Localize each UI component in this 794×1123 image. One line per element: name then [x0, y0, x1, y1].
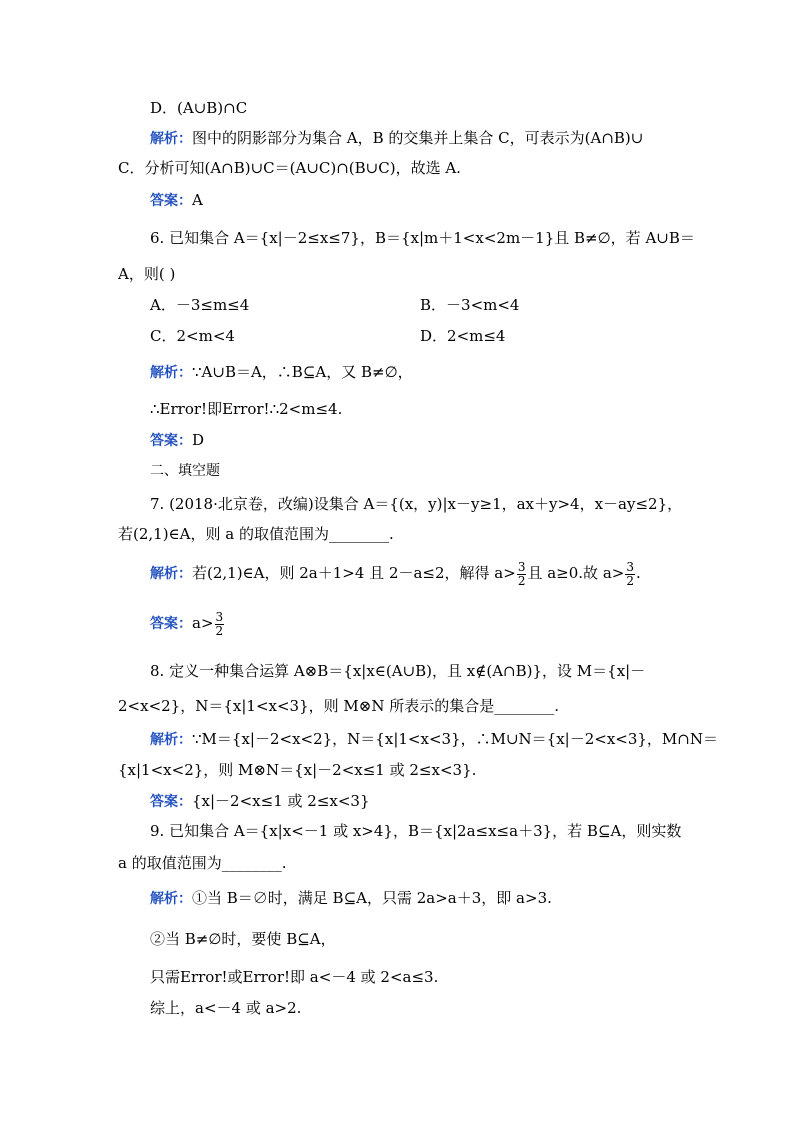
question-6-cont — [118, 264, 175, 284]
answer-label: 答案： — [150, 616, 192, 632]
fraction-denominator: 2 — [517, 573, 526, 588]
analysis-text: ①当 B＝∅时，满足 B⊆A，只需 2a>a＋3，即 a>3. — [192, 889, 552, 907]
question-text: 6. 已知集合 A＝{x|－2≤x≤7}，B＝{x|m＋1<x<2m－1}且 B≠∅，若 A∪B＝ — [150, 229, 695, 247]
analysis-8-cont — [118, 760, 476, 780]
fraction-denominator: 2 — [215, 623, 224, 638]
analysis-text: 若(2,1)∈A，则 2a＋1>4 且 2－a≤2，解得 a> — [192, 564, 516, 582]
option-a: A．－3≤m≤4 — [150, 296, 250, 314]
analysis-label: 解析： — [150, 365, 192, 381]
analysis-text: ∵M＝{x|－2<x<2}，N＝{x|1<x<3}，∴M∪N＝{x|－2<x<3}，M∩N＝ — [192, 730, 718, 748]
analysis-6-cont — [150, 399, 342, 419]
analysis-9-conclusion — [150, 998, 301, 1018]
option-d: D．2<m≤4 — [420, 327, 506, 345]
question-text: a 的取值范围为________. — [118, 854, 287, 872]
analysis-text: 且 a≥0.故 a> — [527, 564, 625, 582]
question-text: A，则( ) — [118, 265, 176, 283]
fraction — [625, 561, 635, 588]
question-6-options-row1 — [150, 295, 249, 315]
answer-previous — [150, 190, 203, 211]
question-text: 9. 已知集合 A＝{x|x<－1 或 x>4}，B＝{x|2a≤x≤a＋3}，若 B⊆A，则实数 — [150, 822, 682, 840]
question-6-option-b — [420, 295, 519, 315]
analysis-6 — [150, 362, 413, 383]
analysis-text: . — [635, 564, 641, 582]
answer-text: A — [192, 191, 203, 209]
question-9 — [150, 821, 681, 841]
analysis-previous — [150, 128, 643, 149]
answer-text: {x|－2<x≤1 或 2≤x<3} — [192, 792, 370, 810]
analysis-text: ∴Error!即Error!∴2<m≤4. — [150, 400, 343, 418]
analysis-previous-cont — [118, 158, 461, 178]
question-6-options-row2 — [150, 326, 235, 346]
analysis-label: 解析： — [150, 131, 192, 147]
answer-7 — [150, 608, 225, 639]
answer-label: 答案： — [150, 794, 192, 810]
option-c: C．2<m<4 — [150, 327, 235, 345]
section-heading — [150, 461, 220, 481]
answer-8 — [150, 791, 370, 812]
question-6 — [150, 228, 695, 248]
fraction-numerator: 3 — [517, 559, 526, 574]
question-text: 若(2,1)∈A，则 a 的取值范围为________. — [118, 525, 394, 543]
analysis-7 — [150, 558, 641, 589]
analysis-9-cont1 — [150, 929, 336, 949]
answer-text: D — [192, 431, 205, 449]
answer-text: a> — [192, 614, 214, 632]
analysis-label: 解析： — [150, 891, 192, 907]
analysis-label: 解析： — [150, 566, 192, 582]
fraction-numerator: 3 — [215, 609, 224, 624]
option-b: B．－3<m<4 — [420, 296, 520, 314]
question-6-option-d — [420, 326, 505, 346]
analysis-text: 图中的阴影部分为集合 A，B 的交集并上集合 C，可表示为(A∩B)∪ — [192, 129, 644, 147]
analysis-text: ②当 B≠∅时，要使 B⊆A， — [150, 930, 336, 948]
analysis-label: 解析： — [150, 732, 192, 748]
fraction-denominator: 2 — [626, 573, 634, 588]
fraction-numerator: 3 — [626, 559, 634, 574]
section-title: 二、填空题 — [150, 463, 220, 479]
question-text: 8. 定义一种集合运算 A⊗B＝{x|x∈(A∪B)，且 x∉(A∩B)}，设 M＝{x|－ — [150, 662, 646, 680]
answer-label: 答案： — [150, 193, 192, 209]
question-8 — [150, 661, 645, 681]
question-8-cont — [118, 696, 559, 716]
analysis-text: {x|1<x<2}，则 M⊗N＝{x|－2<x≤1 或 2≤x<3}. — [118, 761, 477, 779]
analysis-8 — [150, 729, 718, 750]
analysis-text: 综上，a<－4 或 a>2. — [150, 999, 302, 1017]
answer-label: 答案： — [150, 433, 192, 449]
fraction — [517, 561, 527, 588]
analysis-text: ∵A∪B＝A，∴B⊆A，又 B≠∅， — [192, 363, 413, 381]
analysis-9-cont2 — [150, 967, 438, 987]
question-text: 7. (2018·北京卷，改编)设集合 A＝{(x，y)|x－y≥1，ax＋y>4，x－ay≤2}， — [150, 495, 683, 513]
analysis-text: C．分析可知(A∩B)∪C＝(A∪C)∩(B∪C)，故选 A. — [118, 159, 461, 177]
question-7 — [150, 494, 682, 514]
question-7-cont — [118, 524, 394, 544]
answer-6 — [150, 430, 204, 451]
fraction — [215, 611, 225, 638]
analysis-text: 只需Error!或Error!即 a<－4 或 2<a≤3. — [150, 968, 439, 986]
question-text: 2<x<2}，N＝{x|1<x<3}，则 M⊗N 所表示的集合是________. — [118, 697, 559, 715]
analysis-9 — [150, 888, 552, 909]
option-d-previous — [150, 98, 247, 118]
option-text: D．(A∪B)∩C — [150, 99, 248, 117]
question-9-cont — [118, 853, 286, 873]
